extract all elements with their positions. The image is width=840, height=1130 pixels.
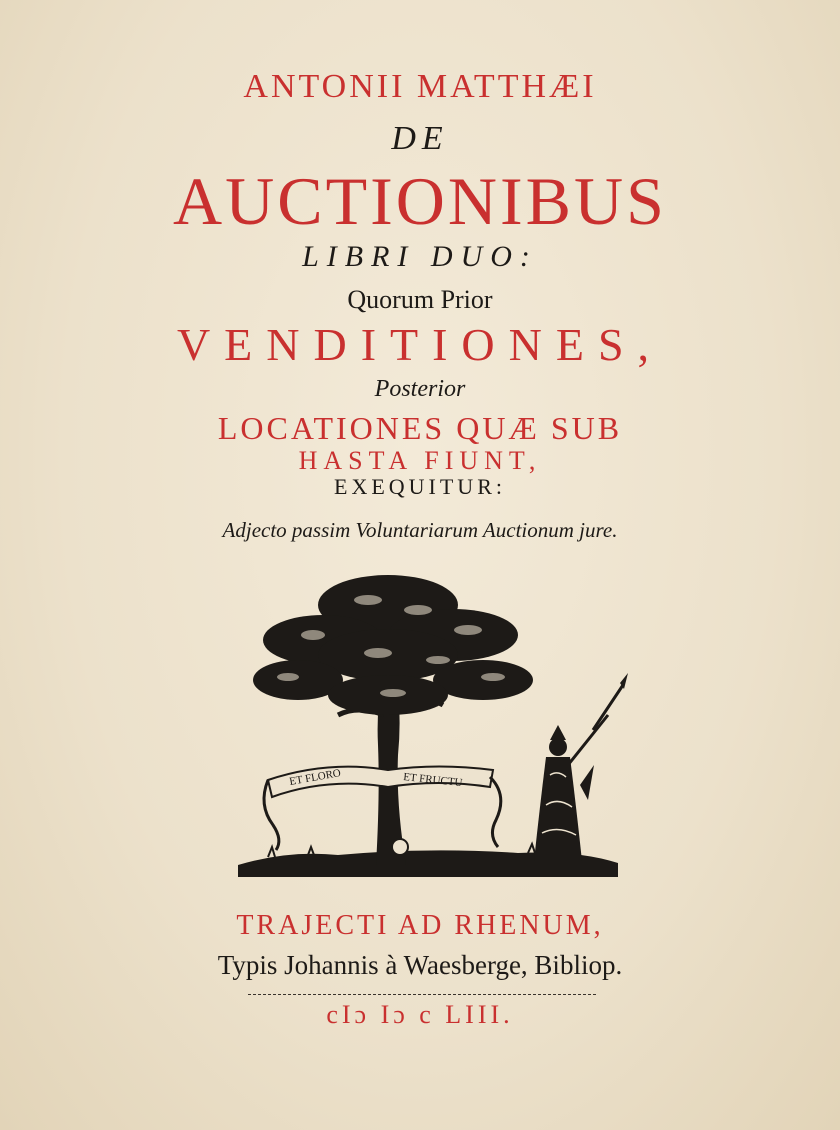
locationes-line: LOCATIONES QUÆ SUB: [217, 410, 623, 446]
libri-duo-line: LIBRI DUO:: [302, 240, 538, 273]
de-line: DE: [391, 120, 449, 157]
quorum-prior-line: Quorum Prior: [347, 285, 493, 314]
hasta-fiunt-line: HASTA FIUNT,: [298, 446, 542, 475]
printer-line: Typis Johannis à Waesberge, Bibliop.: [217, 950, 623, 980]
adjecto-line: Adjecto passim Voluntariarum Auctionum jure.: [222, 518, 618, 542]
exequitur-line: EXEQUITUR:: [334, 474, 506, 499]
divider-rule: [248, 994, 596, 995]
author-line: ANTONII MATTHÆI: [243, 68, 597, 105]
subject-title: AUCTIONIBUS: [173, 163, 667, 239]
posterior-line: Posterior: [374, 376, 466, 402]
printers-device-woodcut: [228, 565, 628, 885]
banner-right-text: ET FRUCTU: [402, 771, 464, 790]
banner-left-text: ET FLORO: [288, 767, 342, 788]
venditiones-line: VENDITIONES,: [176, 319, 664, 370]
place-line: TRAJECTI AD RHENUM,: [236, 910, 604, 941]
date-line: cIɔ Iɔ c LIII.: [326, 1000, 514, 1029]
